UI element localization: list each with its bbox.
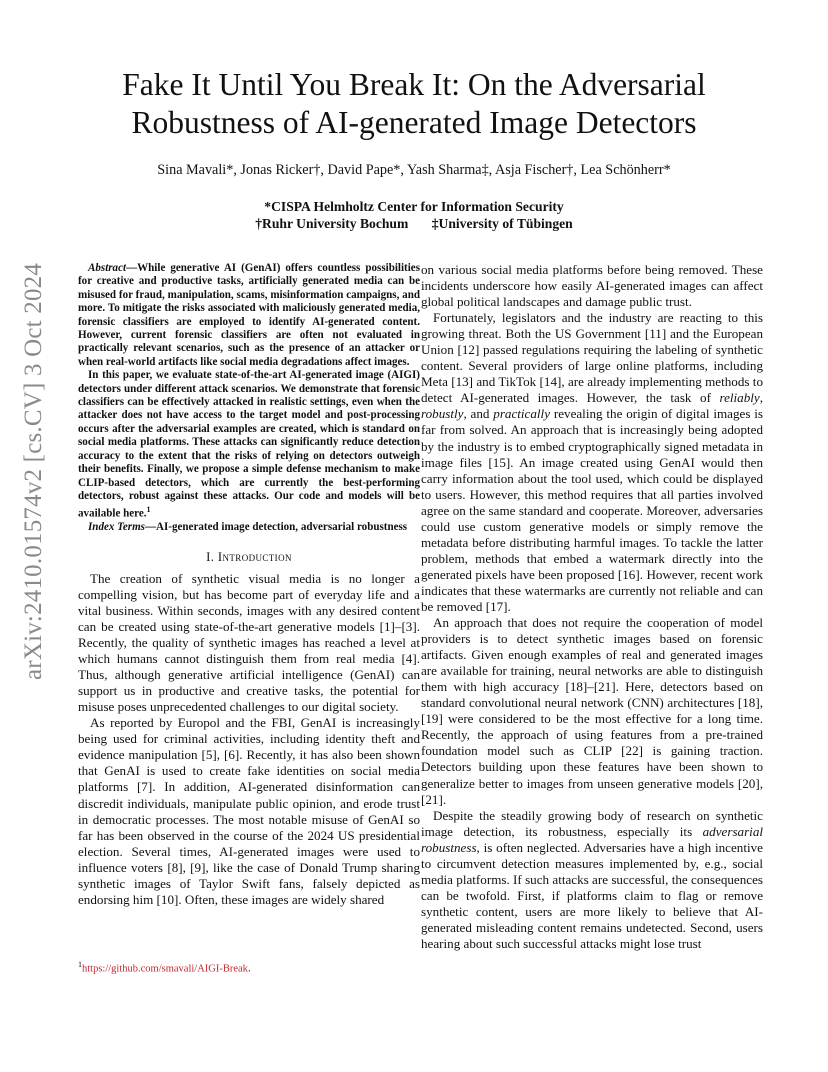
italic-run: reliably	[719, 390, 760, 406]
index-terms-label: Index Terms	[88, 521, 145, 534]
right-paragraph-0: on various social media platforms before being removed. These incidents underscore how easily AI-generated images can affect global political landscapes and damage public trust.	[421, 262, 763, 310]
abstract	[78, 262, 420, 535]
text-run: ,	[759, 390, 763, 406]
text-run: , and	[463, 406, 494, 422]
abstract-p1: —While generative AI (GenAI) offers countless possibilities for creative and productive tasks, artificially generated media can be misused for fraud, manipulation, scams, misinformation campaigns, and more. To mitigate the risks associated with maliciously generated media, forensic classifiers are employed to identify AI-generated content. However, current forensic classifiers are often not evaluated in practically relevant scenarios, such as the presence of an attacker or when real-world artifacts like social media degradations affect images.	[78, 262, 420, 368]
italic-run: robustly	[421, 406, 464, 422]
italic-run: practically	[493, 406, 551, 422]
abstract-p2: In this paper, we evaluate state-of-the-art AI-generated image (AIGI) detectors under different attack scenarios. We demonstrate that forensic classifiers can be effectively attacked in realistic settings, even when the attacker does not have access to the target model and post-processing occurs after the adversarial examples are created, which is standard on social media platforms. These attacks can significantly reduce detection accuracy to the extent that the risks of relying on detectors outweigh their benefits. Finally, we propose a simple defense mechanism to make CLIP-based detectors, which are currently the best-performing detectors, robust against these attacks. Our code and models will be available here.	[78, 369, 420, 520]
right-column	[421, 262, 763, 952]
text-run: Fortunately, legislators and the industry are reacting to this growing threat. Both the US Government [11] and the European Union [12] passed regulations requiring the labeling of synthetic content. Several providers of large online platforms, including Meta [13] and TikTok [14], are already implementing methods to detect AI-generated images. However, the task of	[421, 310, 763, 406]
affiliation-cispa: *CISPA Helmholtz Center for Information Security	[264, 199, 564, 214]
footnote	[78, 960, 251, 975]
affiliation-tuebingen: ‡University of Tübingen	[431, 216, 573, 231]
index-terms: —AI-generated image detection, adversarial robustness	[144, 521, 408, 534]
affiliation-bochum: †Ruhr University Bochum	[255, 216, 409, 231]
arxiv-identifier	[20, 262, 58, 680]
footnote-mark: 1	[78, 960, 82, 969]
section-heading: I. Introduction	[206, 549, 292, 564]
right-paragraph-2: An approach that does not require the cooperation of model providers is to detect synthetic images based on forensic artifacts. Given enough examples of real and generated images are available for training, neural networks are able to distinguish them with high accuracy [18]–[21]. Here, detectors based on standard convolutional neural network (CNN) architectures [18], [19] were considered to be the most effective for a long time. Recently, the approach of using features from a pre-trained foundation model such as CLIP [22] is gaining traction. Detectors building upon these features have been shown to generalize better to images from unseen generative models [20], [21].	[421, 615, 763, 807]
right-paragraph-1	[421, 310, 763, 615]
intro-paragraph-2: As reported by Europol and the FBI, GenAI is increasingly being used for criminal activities, including identity theft and evidence manipulation [5], [6]. Recently, it has also been shown that GenAI is used to create fake identities on social media platforms [7]. In addition, AI-generated disinformation can discredit individuals, manipulate public opinion, and erode trust in democratic processes. The most notable misuse of GenAI so far has been observed in the course of the 2024 US presidential election. Several times, AI-generated images were used to influence voters [8], [9], like the case of Donald Trump sharing synthetic images of Taylor Swift fans, falsely depicted as endorsing him [10]. Often, these images are widely shared	[78, 715, 420, 907]
intro-paragraph-1: The creation of synthetic visual media is no longer a compelling vision, but has become part of everyday life and a vital business. Within seconds, images with any desired content can be created using state-of-the-art generative models [1]–[3]. Recently, the quality of synthetic images has reached a level at which humans cannot distinguish them from real media [4]. Thus, although generative artificial intelligence (GenAI) can support us in productive and creative tasks, the potential for misuse poses unprecedented challenges to our digital society.	[78, 570, 420, 715]
text-run: , is often neglected. Adversaries have a high incentive to circumvent detection measures implemented by, e.g., social media platforms. If such attacks are successful, the consequences can be twofold. First, if platforms claim to flag or remove synthetic content, users are more likely to believe that AI-generated misleading content remains undetected. Second, users hearing about such successful attacks might lose trust	[421, 839, 763, 951]
footnote-link[interactable]: https://github.com/smavali/AIGI-Break	[82, 963, 248, 975]
left-column	[78, 262, 420, 908]
footnote-tail: .	[247, 963, 251, 975]
right-paragraph-3	[421, 808, 763, 952]
author-list: Sina Mavali*, Jonas Ricker†, David Pape*, Yash Sharma‡, Asja Fischer†, Lea Schönherr*	[157, 162, 671, 178]
footnote-ref: 1	[146, 505, 151, 515]
text-run: revealing the origin of digital images is far from solved. An approach that is increasingly being adopted by the industry is to embed cryptographically signed metadata in image files [15]. An image created using GenAI would then carry information about the tool used, which could be displayed to users. However, this method requires that all parties involved agree on the same standard and cooperate. Moreover, adversaries could use custom generative models or simply remove the metadata before distributing harmful images. To tackle the latter problem, methods that embed a watermark directly into the generated pixels have been proposed [16]. However, recent work indicates that these watermarks are currently not reliable and can be removed [17].	[421, 406, 763, 614]
abstract-label: Abstract	[88, 262, 127, 274]
text-run: Despite the steadily growing body of research on synthetic image detection, its robustness, especially its	[421, 807, 763, 839]
arxiv-id-text: arXiv:2410.01574v2 [cs.CV] 3 Oct 2024	[20, 262, 47, 680]
affiliations	[70, 198, 758, 232]
paper-title: Fake It Until You Break It: On the Adversarial Robustness of AI-generated Image Detectors	[122, 67, 706, 140]
italic-run: adversarial robustness	[421, 823, 763, 855]
